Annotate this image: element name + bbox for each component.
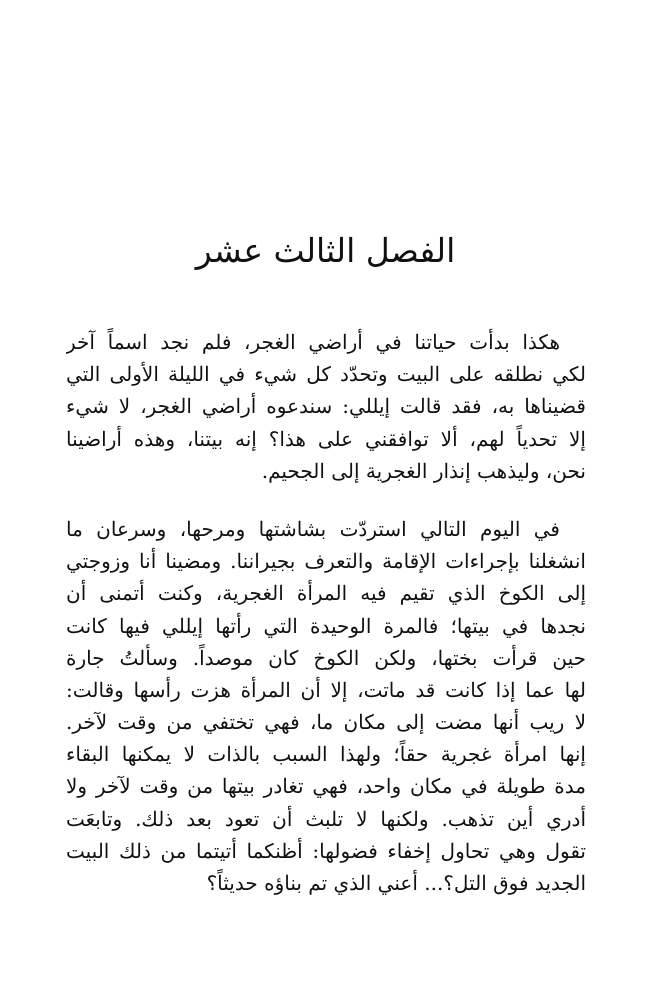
text-line: قضيناها به، فقد قالت إيللي: سندعوه أراضي الغجر، لا شيء: [66, 394, 586, 419]
text-line: نحن، وليذهب إنذار الغجرية إلى الجحيم.: [261, 458, 586, 483]
text-line: لكي نطلقه على البيت وتحدّد كل شيء في الليلة الأولى التي: [66, 362, 586, 387]
text-line: لا ريب أنها مضت إلى مكان ما، فهي تختفي من وقت لآخر.: [66, 710, 586, 735]
text-line: انشغلنا بإجراءات الإقامة والتعرف بجيراننا. ومضينا أنا وزوجتي: [66, 549, 586, 574]
paragraph-2: [66, 513, 586, 899]
chapter-body: [66, 326, 586, 899]
text-line: في اليوم التالي استردّت بشاشتها ومرحها، وسرعان ما: [66, 516, 560, 541]
text-line: حين قرأت بختها، ولكن الكوخ كان موصداً. وسألتُ جارة: [66, 645, 586, 670]
text-line: هكذا بدأت حياتنا في أراضي الغجر، فلم نجد اسماً آخر: [66, 330, 560, 354]
text-line: الجديد فوق التل؟... أعني الذي تم بناؤه حديثاً؟: [206, 871, 586, 895]
paragraph-spacer: [66, 487, 586, 513]
text-line: نجدها في بيتها؛ فالمرة الوحيدة التي رأتها إيللي فيها كانت: [66, 613, 586, 638]
text-line: مدة طويلة في مكان واحد، فهي تغادر بيتها من وقت لآخر ولا: [66, 774, 586, 799]
text-line: تقول وهي تحاول إخفاء فضولها: أظنكما أتيتما من ذلك البيت: [66, 838, 586, 863]
paragraph-1: [66, 326, 586, 487]
text-line: إلا تحدياً لهم، ألا توافقني على هذا؟ إنه بيتنا، وهذه أراضينا: [66, 426, 586, 451]
text-line: إلى الكوخ الذي تقيم فيه المرأة الغجرية، وكنت أتمنى أن: [66, 581, 586, 606]
chapter-title: الفصل الثالث عشر: [195, 231, 456, 270]
text-line: لها عما إذا كانت قد ماتت، إلا أن المرأة هزت رأسها وقالت:: [66, 677, 586, 702]
text-line: إنها امرأة غجرية حقاً؛ ولهذا السبب بالذات لا يمكنها البقاء: [66, 742, 586, 767]
text-line: أدري أين تذهب. ولكنها لا تلبث أن تعود بعد ذلك. وتابعَت: [66, 806, 586, 831]
